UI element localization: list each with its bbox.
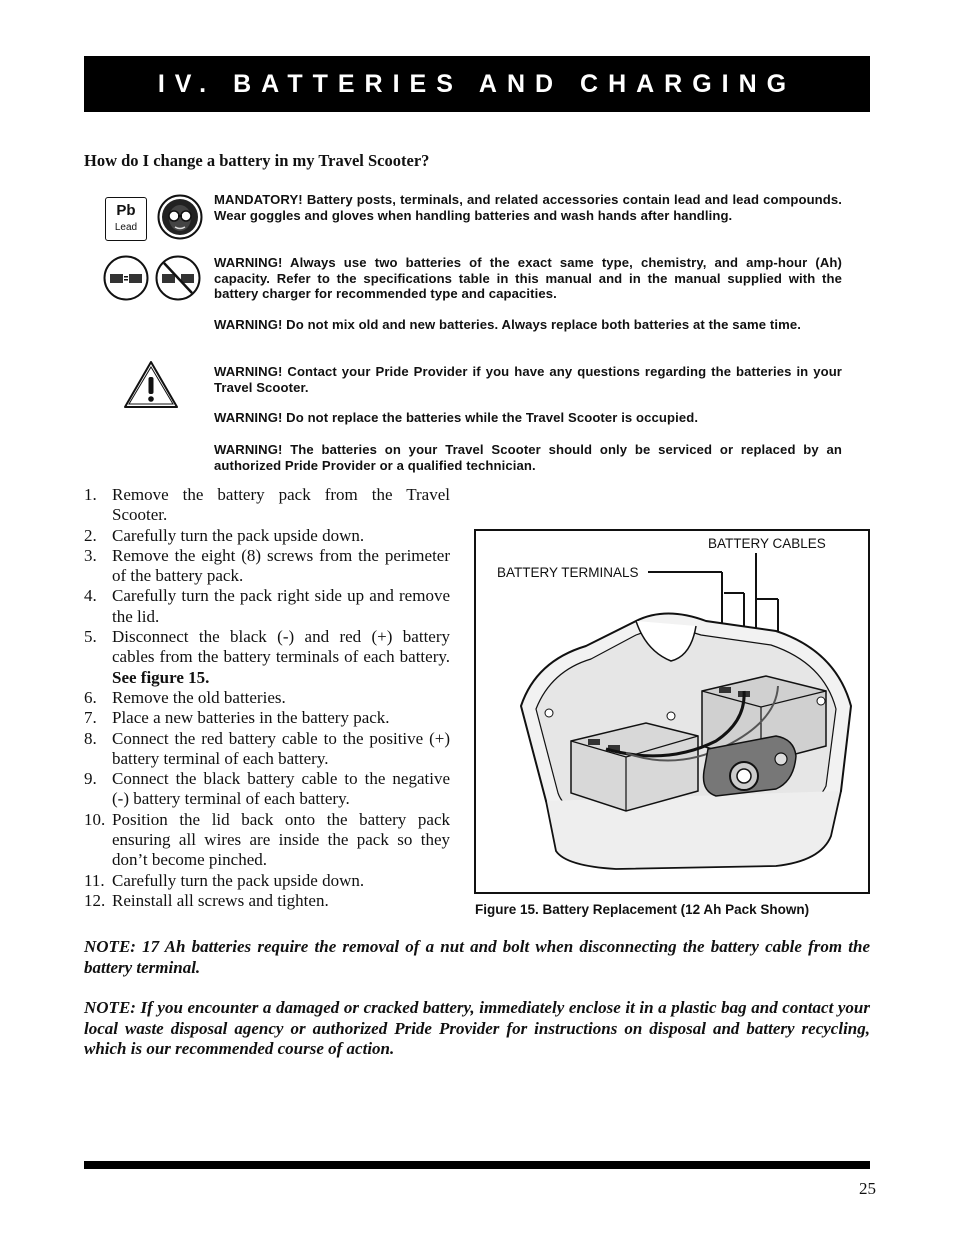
list-item: 1. Remove the battery pack from the Travel Scooter.	[84, 485, 450, 525]
warning-occupied: WARNING! Do not replace the batteries while the Travel Scooter is occupied.	[214, 410, 699, 425]
list-item: 9. Connect the black battery cable to the negative (-) battery terminal of each battery.	[84, 769, 450, 809]
warning-contact-provider: WARNING! Contact your Pride Provider if you have any questions regarding the batteries in your Travel Scooter.	[214, 364, 842, 395]
warning-mandatory-lead: MANDATORY! Battery posts, terminals, and related accessories contain lead and lead compounds. Wear goggles and gloves when handling batteries and wash hands after handling.	[214, 192, 842, 223]
figure-reference: See figure 15.	[112, 667, 210, 687]
question-heading: How do I change a battery in my Travel Scooter?	[84, 151, 430, 170]
steps-list	[84, 485, 450, 911]
warning-triangle-icon	[122, 359, 180, 411]
warning-authorized-service: WARNING! The batteries on your Travel Scooter should only be serviced or replaced by an authorized Pride Provider or a qualified technician.	[214, 442, 842, 473]
figure-15-box	[474, 529, 870, 894]
figure-caption: Figure 15. Battery Replacement (12 Ah Pack Shown)	[475, 902, 810, 917]
list-item: 6. Remove the old batteries.	[84, 687, 286, 707]
note-17ah: NOTE: 17 Ah batteries require the removal of a nut and bolt when disconnecting the battery cable from the battery terminal.	[84, 937, 870, 977]
page-number: 25	[859, 1179, 876, 1198]
list-item: 4. Carefully turn the pack right side up and remove the lid.	[84, 586, 450, 626]
list-item: 10. Position the lid back onto the battery pack ensuring all wires are inside the pack so they don’t become pinched.	[84, 809, 450, 870]
battery-pack-illustration	[476, 531, 868, 892]
footer-rule	[84, 1161, 870, 1169]
lead-symbol: Pb	[116, 202, 136, 219]
lead-label: Lead	[114, 222, 138, 233]
list-item: 5. Disconnect the black (-) and red (+) battery cables from the battery terminals of each battery. See figure 15.	[84, 627, 450, 687]
section-title-bar	[84, 56, 870, 112]
note-damaged-battery: NOTE: If you encounter a damaged or cracked battery, immediately enclose it in a plastic bag and contact your local waste disposal agency or authorized Pride Provider for instructions on disposal and battery recycling, which is our recommended course of action.	[84, 998, 870, 1058]
battery-match-icon	[103, 255, 201, 301]
list-item: 2. Carefully turn the pack upside down.	[84, 525, 365, 545]
label-battery-cables: BATTERY CABLES	[708, 536, 826, 551]
section-title: IV. BATTERIES AND CHARGING	[157, 69, 797, 98]
list-item: 3. Remove the eight (8) screws from the perimeter of the battery pack.	[84, 545, 450, 586]
list-item: 11. Carefully turn the pack upside down.	[84, 870, 365, 890]
warning-same-batteries: WARNING! Always use two batteries of the exact same type, chemistry, and amp-hour (Ah) capacity. Refer to the specifications table in this manual and in the manual supplied with the battery charger for recommended type and capacities.	[214, 255, 842, 301]
list-item: 7. Place a new batteries in the battery pack.	[84, 708, 390, 728]
goggles-icon	[157, 194, 203, 240]
list-item: 12. Reinstall all screws and tighten.	[84, 890, 329, 910]
label-battery-terminals: BATTERY TERMINALS	[497, 565, 639, 580]
lead-pb-icon	[105, 197, 147, 241]
list-item: 8. Connect the red battery cable to the positive (+) battery terminal of each battery.	[84, 728, 450, 768]
warning-old-new: WARNING! Do not mix old and new batteries. Always replace both batteries at the same time.	[214, 317, 801, 332]
